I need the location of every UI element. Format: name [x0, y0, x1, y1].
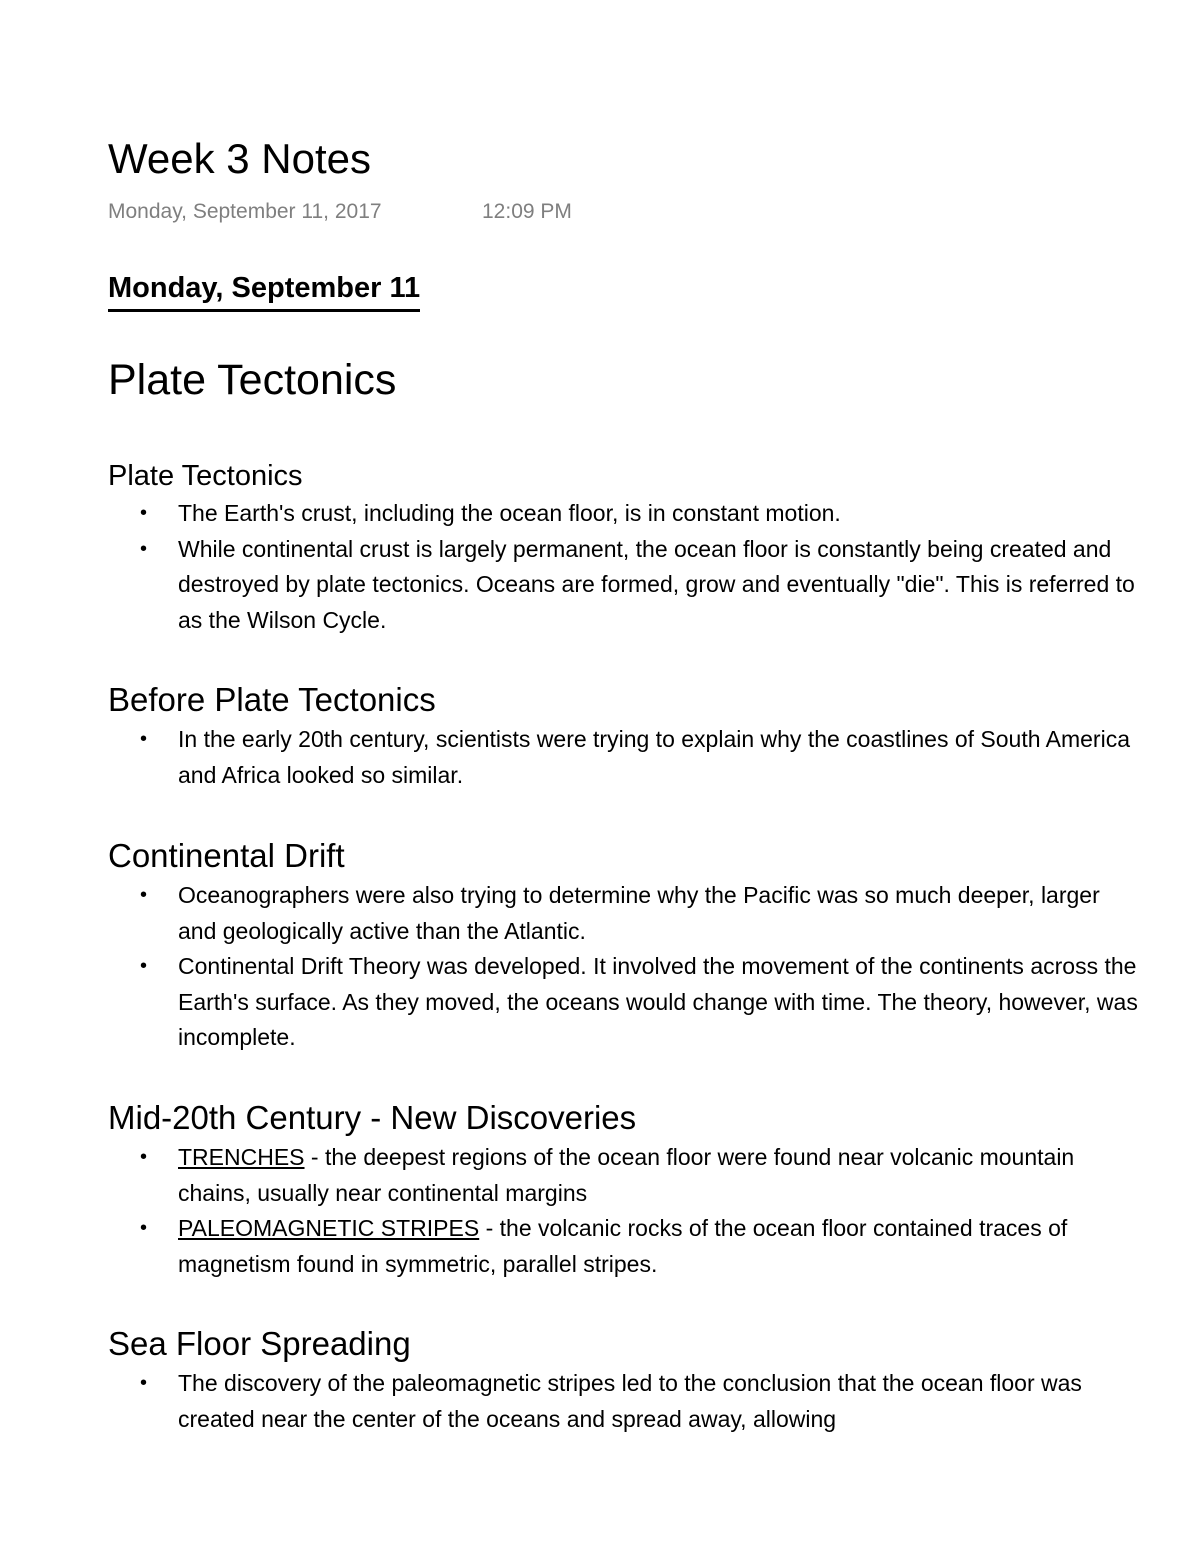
- list-item-text: In the early 20th century, scientists were trying to explain why the coastlines of South America and Africa looked so similar.: [178, 726, 1130, 788]
- list-item: [108, 1366, 1138, 1437]
- list-item: [108, 496, 1138, 532]
- section-heading: Mid-20th Century - New Discoveries: [108, 1099, 637, 1136]
- bullet-icon: •: [140, 884, 148, 906]
- section-sea-floor-spreading: [108, 1322, 1138, 1437]
- section-heading: Sea Floor Spreading: [108, 1325, 411, 1362]
- list-item-text: The discovery of the paleomagnetic stripes led to the conclusion that the ocean floor was created near the center of the oceans and spread away, allowing: [178, 1370, 1082, 1432]
- list-item: [108, 949, 1138, 1056]
- bullet-list: [108, 1366, 1138, 1437]
- bullet-icon: •: [140, 728, 148, 750]
- list-item: [108, 1140, 1138, 1211]
- list-item-text: - the deepest regions of the ocean floor were found near volcanic mountain chains, usually near continental margins: [178, 1144, 1075, 1206]
- section-new-discoveries: [108, 1096, 1138, 1282]
- bullet-icon: •: [140, 955, 148, 977]
- note-timestamp: [108, 198, 572, 226]
- section-continental-drift: [108, 834, 1138, 1056]
- section-heading: Plate Tectonics: [108, 460, 303, 492]
- bullet-list: [108, 722, 1138, 793]
- list-item: [108, 1211, 1138, 1282]
- bullet-icon: •: [140, 1146, 148, 1168]
- section-heading: Continental Drift: [108, 837, 345, 874]
- section-before-plate-tectonics: [108, 678, 1138, 793]
- bullet-list: [108, 878, 1138, 1056]
- term-paleomagnetic-stripes: PALEOMAGNETIC STRIPES: [178, 1215, 480, 1241]
- note-date: Monday, September 11, 2017: [108, 200, 382, 223]
- bullet-list: [108, 1140, 1138, 1282]
- bullet-list: [108, 496, 1138, 638]
- list-item: [108, 878, 1138, 949]
- list-item: [108, 722, 1138, 793]
- bullet-icon: •: [140, 537, 148, 560]
- bullet-icon: •: [140, 1217, 148, 1239]
- list-item-text: - the volcanic rocks of the ocean floor contained traces of magnetism found in symmetric, parallel stripes.: [178, 1215, 1068, 1277]
- list-item-text: The Earth's crust, including the ocean floor, is in constant motion.: [178, 500, 841, 526]
- section-plate-tectonics: [108, 456, 1138, 638]
- list-item-text: Oceanographers were also trying to determine why the Pacific was so much deeper, larger and geologically active than the Atlantic.: [178, 882, 1100, 944]
- term-trenches: TRENCHES: [178, 1144, 305, 1170]
- note-title: Week 3 Notes: [108, 135, 372, 182]
- section-heading: Before Plate Tectonics: [108, 681, 436, 718]
- day-heading: Monday, September 11: [108, 268, 420, 312]
- bullet-icon: •: [140, 1372, 148, 1394]
- list-item-text: While continental crust is largely permanent, the ocean floor is constantly being created and destroyed by plate tectonics. Oceans are formed, grow and eventually "die". This is referred to as the Wilson Cycle.: [178, 535, 1135, 633]
- note-time: 12:09 PM: [482, 200, 572, 223]
- bullet-icon: •: [140, 502, 148, 524]
- list-item: [108, 532, 1138, 639]
- list-item-text: Continental Drift Theory was developed. It involved the movement of the continents across the Earth's surface. As they moved, the oceans would change with time. The theory, however, was incomplete.: [178, 953, 1138, 1050]
- main-heading: Plate Tectonics: [108, 356, 397, 404]
